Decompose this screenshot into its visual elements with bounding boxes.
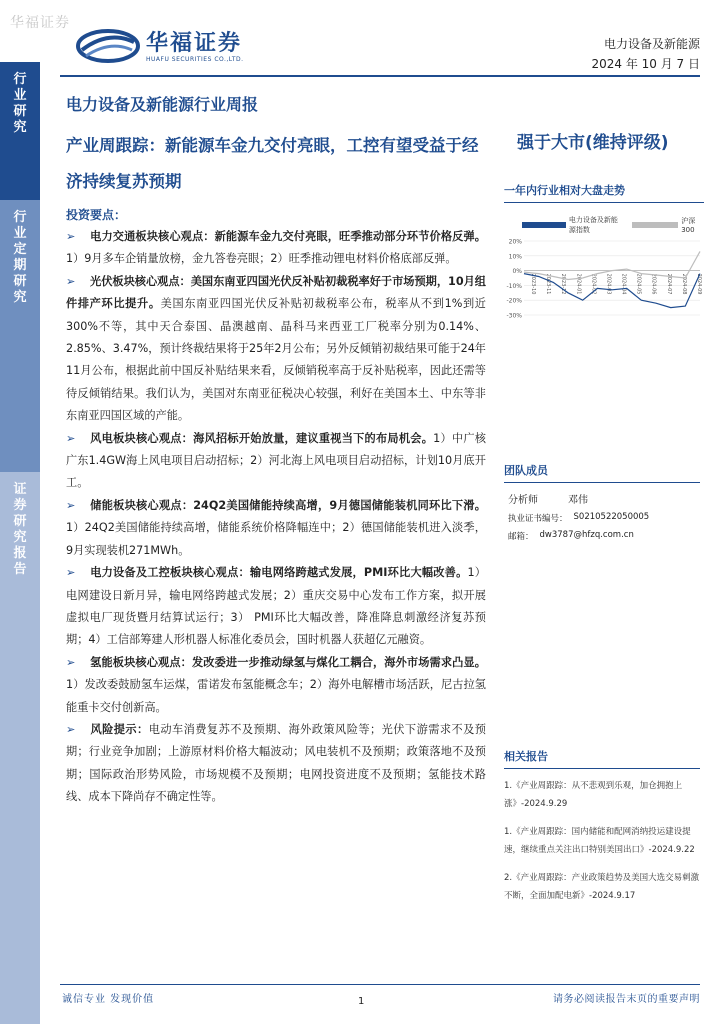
- license-row: [504, 512, 700, 524]
- related-heading: 相关报告: [504, 750, 548, 763]
- y-tick-label: 0%: [512, 268, 522, 276]
- paragraph: ➢ 电力设备及工控板块核心观点：输电网络跨越式发展，PMI环比大幅改善。1）电网建设日新月异，输电网络跨越式发展；2）重庆交易中心发布工作方案，拟开展虚拟电厂现货暨月结算试运行；3） PMI环比大幅改善，降准降息刺激经济复苏预期；4）工信部筹建人形机器人标准化委员会，国时机器人获超亿元融资。: [66, 562, 486, 652]
- footer-disclaimer: 请务必阅读报告末页的重要声明: [553, 994, 700, 1005]
- team-section: [504, 462, 700, 542]
- chart-title: 一年内行业相对大盘走势: [504, 184, 625, 197]
- email-link[interactable]: dw3787@hfzq.com.cn: [539, 530, 634, 540]
- related-report-link[interactable]: 1.《产业周跟踪：从不悲观到乐观，加仓拥抱上涨》-2024.9.29: [504, 781, 683, 809]
- logo-icon: [76, 28, 140, 64]
- y-tick-label: 20%: [508, 238, 522, 246]
- bullet-icon: ➢: [66, 566, 76, 580]
- investment-highlights-heading: 投资要点：: [66, 208, 127, 222]
- bullet-icon: ➢: [66, 431, 76, 445]
- legend-swatch-index: [522, 222, 566, 228]
- x-tick-label: 2024-04: [620, 273, 627, 295]
- paragraph: ➢ 光伏板块核心观点：美国东南亚四国光伏反补贴初裁税率好于市场预期，10月组件排产环比提升。美国东南亚四国光伏反补贴初裁税率公布，税率从不到1%到近300%不等，其中天合泰国、晶澳越南、晶科马来西亚工厂税率分别为0.14%、2.85%、3.47%，预计终裁结果将于25年2月公布；另外反倾销初裁结果可能于24年11月公布，根据此前中国反补贴结果来看，反倾销税率高于反补贴税率，因此还需等待反倾销结果。我们认为，美国对东南亚征税决心较强，利好在美国本土、中东等非东南亚四国区域的产能。: [66, 271, 486, 428]
- y-tick-label: -30%: [506, 312, 522, 320]
- analyst-role: 分析师: [508, 495, 538, 506]
- header-info: [591, 34, 700, 74]
- chart-legend: [522, 215, 704, 235]
- paragraph: ➢ 风险提示：电动车消费复苏不及预期、海外政策风险等；光伏下游需求不及预期；行业竞争加剧；上游原材料价格大幅波动；风电装机不及预期；政策落地不及预期；国际政治形势风险，市场规模不及预期；电网投资进度不及预期；氢能技术路线、成本下降尚存不确定性等。: [66, 719, 486, 809]
- legend-item-hs300: 沪深300: [632, 216, 704, 234]
- footer-divider: [60, 984, 700, 985]
- x-tick-label: 2023-11: [545, 273, 552, 295]
- related-reports-section: [504, 748, 700, 915]
- investment-highlights: [66, 226, 486, 809]
- header-sector: 电力设备及新能源: [603, 37, 700, 51]
- page-number: 1: [358, 996, 365, 1007]
- y-tick-label: 10%: [508, 253, 522, 261]
- logo-text-en: HUAFU SECURITIES CO.,LTD.: [146, 55, 244, 63]
- bullet-icon: ➢: [66, 230, 76, 243]
- y-tick-label: -10%: [506, 282, 522, 290]
- company-logo: [76, 28, 244, 64]
- x-tick-label: 2024-09: [696, 273, 702, 295]
- x-tick-label: 2023-12: [560, 273, 567, 295]
- related-report-link[interactable]: 1.《产业周跟踪：国内储能和配网消纳投运建设提速，继续重点关注出口特别美国出口》-2024.9.22: [504, 827, 695, 855]
- team-heading: 团队成员: [504, 464, 548, 477]
- footer-slogan: 诚信专业 发现价值: [62, 994, 155, 1005]
- team-divider: [504, 482, 700, 483]
- category-segment-1: 行业研究: [0, 62, 40, 200]
- relative-performance-chart: [504, 182, 704, 355]
- related-report-link[interactable]: 2.《产业周跟踪：产业政策趋势及美国大选交易刺激不断，全面加配电新》-2024.9.17: [504, 873, 700, 901]
- chart-title-divider: [504, 202, 704, 203]
- paragraph: ➢ 电力交通板块核心观点：新能源车金九交付亮眼，旺季推动部分环节价格反弹。1）9月多车企销量放榜，金九答卷亮眼；2）旺季推动锂电材料价格底部反弹。: [66, 226, 486, 271]
- x-tick-label: 2024-08: [680, 273, 687, 295]
- category-segment-3: 证券研究报告: [0, 472, 40, 1024]
- paragraph: ➢ 氢能板块核心观点：发改委进一步推动绿氢与煤化工耦合，海外市场需求凸显。1）发改委鼓励氢车运煤，雷诺发布氢能概念车；2）海外电解槽市场活跃，尼古拉氢能重卡交付创新高。: [66, 652, 486, 719]
- x-tick-label: 2024-01: [575, 273, 582, 295]
- rating: 强于大市(维持评级): [517, 133, 669, 153]
- legend-item-index: 电力设备及新能源指数: [522, 215, 624, 235]
- analyst-row: [504, 491, 700, 506]
- x-tick-label: 2024-02: [590, 273, 597, 295]
- logo-text-cn: 华福证券: [146, 29, 243, 56]
- x-tick-label: 2024-05: [635, 273, 642, 295]
- y-tick-label: -20%: [506, 297, 522, 305]
- header-divider: [60, 75, 700, 77]
- email-label: 邮箱：: [508, 532, 534, 542]
- paragraph: ➢ 风电板块核心观点：海风招标开始放量，建议重视当下的布局机会。1）中广核广东1.4GW海上风电项目启动招标；2）河北海上风电项目启动招标，计划10月底开工。: [66, 428, 486, 495]
- report-type: 电力设备及新能源行业周报: [66, 95, 259, 114]
- x-tick-label: 2023-10: [530, 273, 536, 295]
- legend-swatch-hs300: [632, 222, 679, 228]
- license-number: S0210522050005: [573, 512, 650, 522]
- email-row: [504, 530, 700, 542]
- bullet-icon: ➢: [66, 722, 76, 736]
- line-chart: [504, 235, 704, 351]
- x-tick-label: 2024-06: [650, 273, 657, 295]
- paragraph: ➢ 储能板块核心观点：24Q2美国储能持续高增，9月德国储能装机同环比下滑。1）24Q2美国储能持续高增，储能系统价格降幅连中；2）德国储能装机进入淡季，9月实现装机271MWh。: [66, 495, 486, 562]
- watermark: 华福证券: [10, 15, 70, 31]
- left-category-bar: [0, 62, 40, 1024]
- x-tick-label: 2024-03: [605, 273, 612, 295]
- analyst-name: 邓伟: [568, 495, 588, 506]
- bullet-icon: ➢: [66, 274, 76, 288]
- related-list: [504, 777, 700, 905]
- report-title: 产业周跟踪：新能源车金九交付亮眼，工控有望受益于经济持续复苏预期: [66, 136, 479, 191]
- header-date: 2024 年 10 月 7 日: [591, 57, 700, 71]
- category-segment-2: 行业定期研究: [0, 200, 40, 472]
- bullet-icon: ➢: [66, 498, 76, 512]
- license-label: 执业证书编号：: [508, 514, 568, 524]
- bullet-icon: ➢: [66, 655, 76, 669]
- x-tick-label: 2024-07: [665, 273, 672, 295]
- related-divider: [504, 768, 700, 769]
